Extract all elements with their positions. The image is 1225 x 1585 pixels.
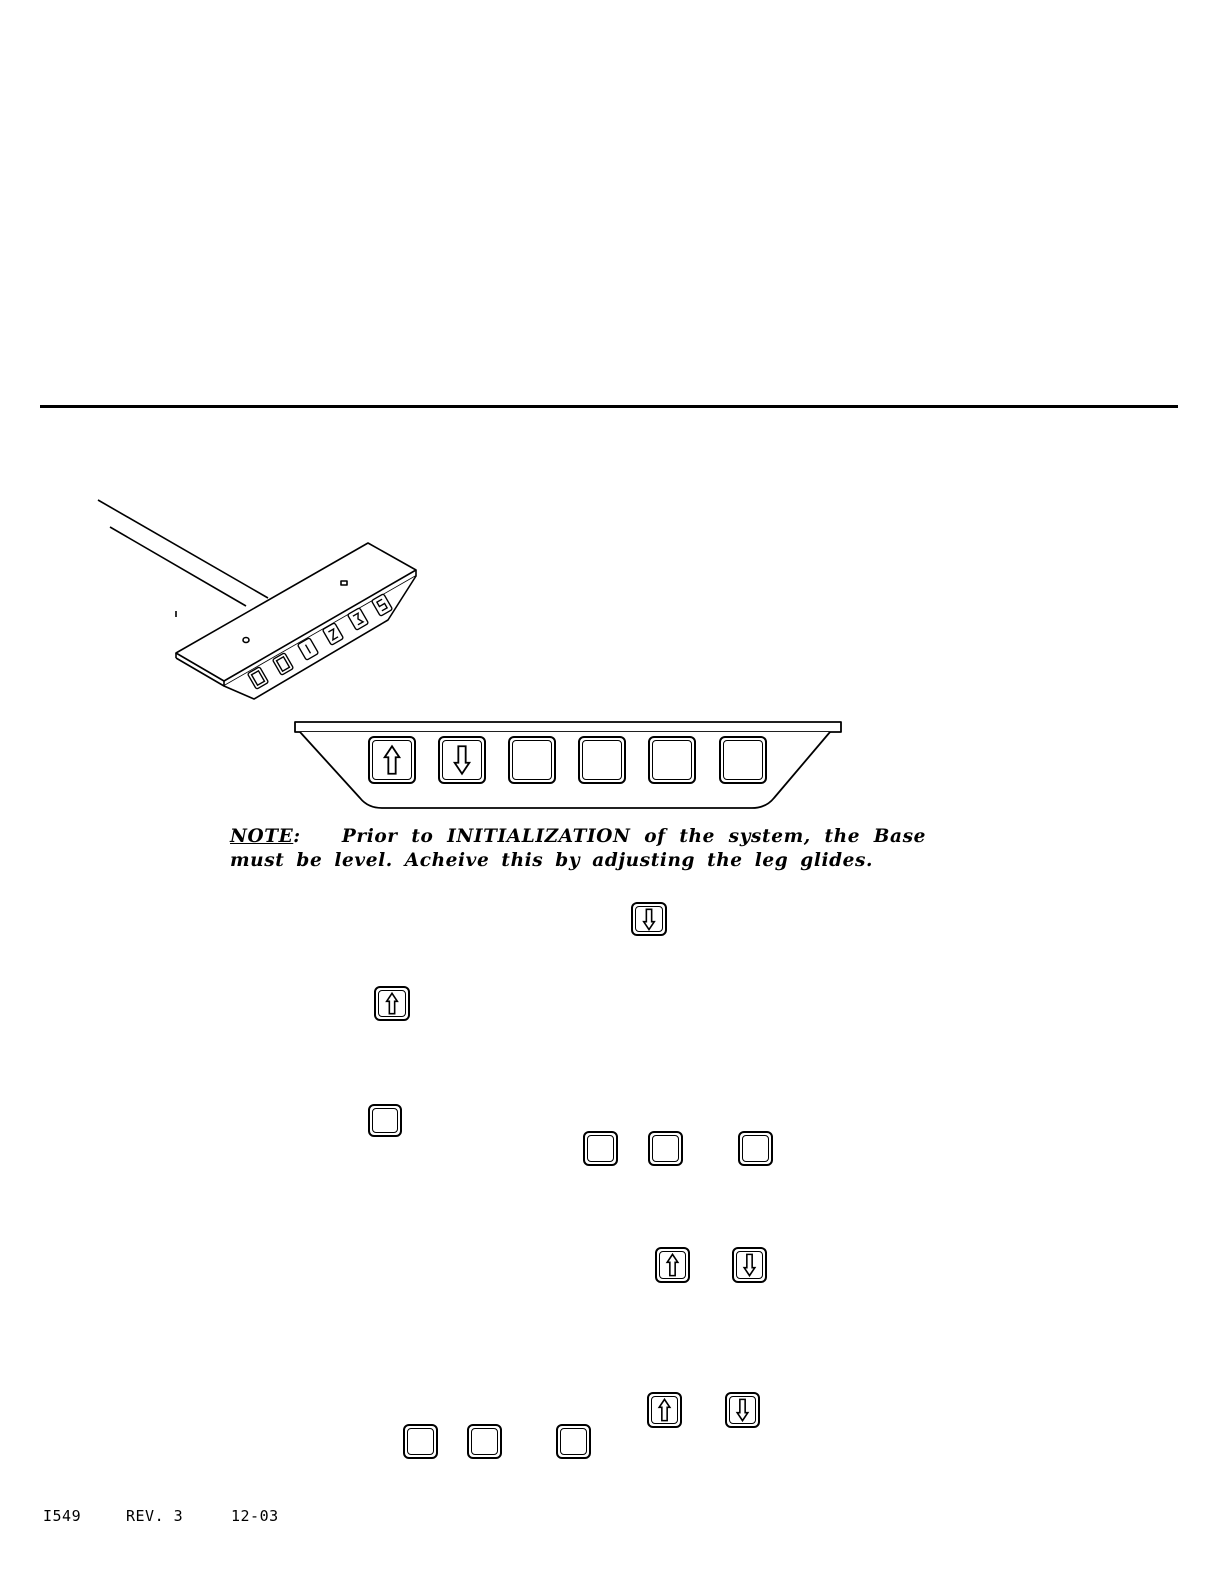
up-arrow-icon	[657, 1249, 688, 1281]
step-save-key	[368, 1104, 402, 1137]
down-arrow-icon	[734, 1249, 765, 1281]
down-arrow-icon	[440, 738, 484, 782]
step-down-key	[631, 902, 667, 936]
keypad-memory-key-3[interactable]	[648, 736, 696, 784]
step-down-key-3	[725, 1392, 760, 1428]
keypad-up-key[interactable]	[368, 736, 416, 784]
step-memory-key-3	[738, 1131, 773, 1166]
step-down-key-2	[732, 1247, 767, 1283]
revision: REV. 3	[126, 1507, 184, 1525]
keypad-memory-key-1[interactable]	[508, 736, 556, 784]
down-arrow-icon	[633, 904, 665, 934]
step-memory-key-2	[648, 1131, 683, 1166]
keypad-save-key[interactable]	[719, 736, 767, 784]
leveling-note: NOTE: Prior to INITIALIZATION of the system, the Base must be level. Acheive this by adjusting the leg glides.	[230, 826, 926, 871]
step-memory-key-5	[467, 1424, 502, 1459]
keypad-down-key[interactable]	[438, 736, 486, 784]
down-arrow-icon	[727, 1394, 758, 1426]
doc-number: I549	[43, 1507, 82, 1525]
step-memory-key-4	[403, 1424, 438, 1459]
revision-date: 12-03	[231, 1507, 279, 1525]
step-up-key	[374, 986, 410, 1021]
note-text: Prior to INITIALIZATION of the system, the Base must be level. Acheive this by adjusting the leg glides.	[230, 826, 926, 871]
keypad-memory-key-2[interactable]	[578, 736, 626, 784]
step-up-key-3	[647, 1392, 682, 1428]
step-memory-key-6	[556, 1424, 591, 1459]
section-divider	[40, 405, 1178, 408]
up-arrow-icon	[649, 1394, 680, 1426]
step-up-key-2	[655, 1247, 690, 1283]
up-arrow-icon	[370, 738, 414, 782]
up-arrow-icon	[376, 988, 408, 1019]
step-memory-key-1	[583, 1131, 618, 1166]
note-label: NOTE	[230, 826, 294, 847]
